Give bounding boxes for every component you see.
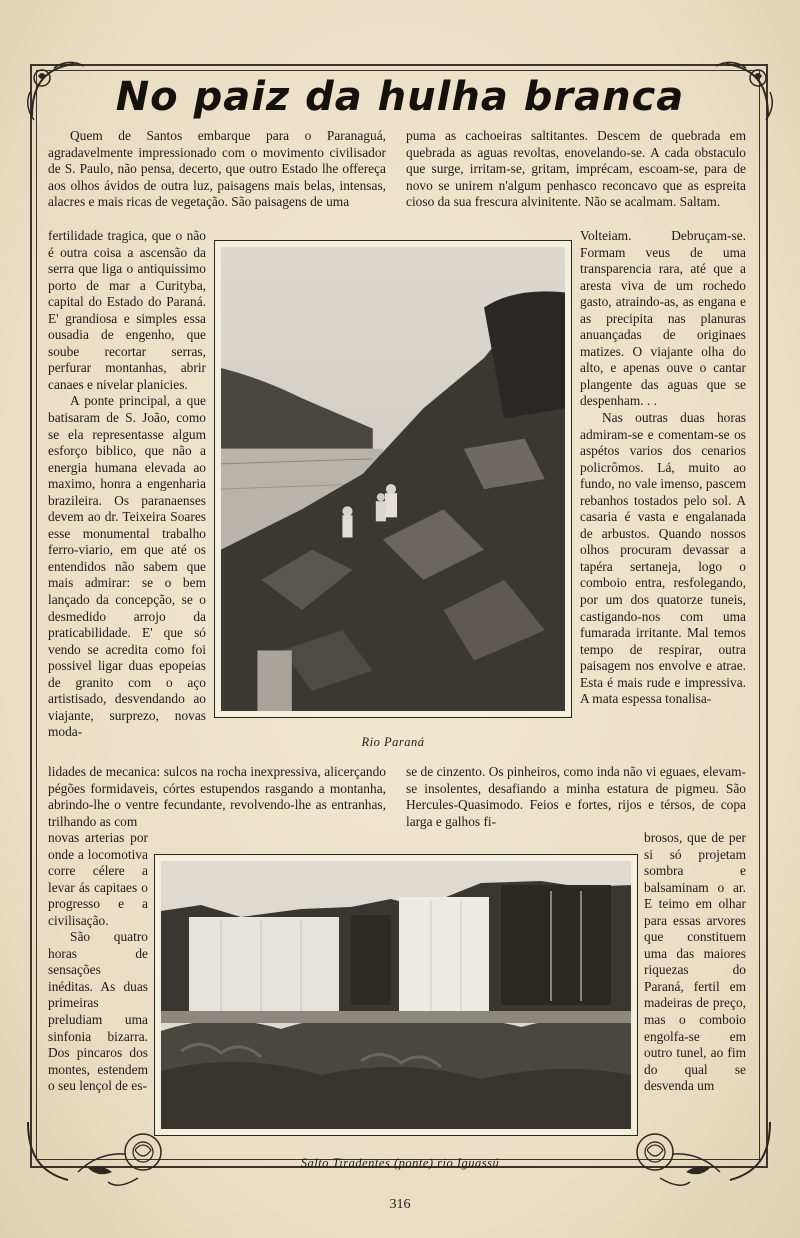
paragraph: São quatro horas de sensações inéditas. As duas primeiras preludiam uma sinfonia bizarra. Dos pincaros dos montes, estendem o seu lençol de es- [48,929,148,1094]
paragraph: Quem de Santos embarque para o Paranaguá, agradavelmente impressionado com o movimento civilisador de S. Paulo, não pensa, decerto, que outro Estado lhe offereça aos olhos ávidos de outra luz, paisagens mais belas, intensas, alacres e mais ricas de vegetação. São paisagens de uma [48,128,386,210]
paragraph: se de cinzento. Os pinheiros, como inda não vi eguaes, elevam-se insolentes, desafiando a minha estatura de pigmeu. São Hercules-Quasimodo. Feios e fortes, rijos e térsos, de copa larga e galhos fi- [406,764,746,829]
column-2-bottom [406,764,746,830]
rocky-river-photo [221,247,565,711]
article-title: No paiz da hulha branca [115,74,685,120]
photo-caption: Salto Tiradentes (ponte) rio Iguassú [300,1156,500,1170]
column-2-top [406,128,746,228]
rose-ornament-icon [630,1112,780,1192]
paragraph: fertilidade tragica, que o não é outra coisa a ascensão da serra que liga o antiquissimo porto de mar a Curityba, capital do Estado do Paraná. E' grandiosa e simples essa ousadia de engenho, que soube recortar serras, perfurar montanhas, abrir canaes e nivelar planicies. [48,228,206,392]
paragraph: brosos, que de per si só projetam sombra e balsaminam o ar. E teimo em olhar para essas arvores que constituem uma das maiores riquezas do Paraná, fertil em madeiras de preço, mas o comboio engolfa-se em outro tunel, ao fim do qual se desvenda um [644,830,746,1094]
paragraph: lidades de mecanica: sulcos na rocha inexpressiva, alicerçando pégões formidaveis, córtes estupendos rasgando a montanha, abrindo-lhe o ventre fecundante, revolvendo-lhe as entranhas, trilhando as com [48,764,386,829]
column-1-top [48,128,386,228]
paragraph: Volteiam. Debruçam-se. Formam veus de uma transparencia rara, até que a aresta viva de um rochedo gasto, atraindo-as, as engana e as precipita nas planuras anuançadas de originaes matizes. O viajante olha do alto, e apenas ouve o cantar plangente das aguas que se despenham. . . [580,228,746,409]
waterfall-photo [161,861,631,1129]
photo-salto-tiradentes [154,854,638,1136]
column-1-bottom [48,764,386,830]
paragraph: puma as cachoeiras saltitantes. Descem de quebrada em quebrada as aguas revoltas, enovelando-se. A cada obstaculo que surge, irritam-se, gritam, imprécam, escoam-se, para de novo se unirem n'algum penhasco reconcavo que as espreita cioso da sua frescura alvinitente. Não se acalmam. Saltam. [406,128,746,210]
photo-caption: Rio Paraná [361,735,425,749]
page-number: 316 [389,1197,411,1212]
column-1-low [48,830,148,1120]
column-2-mid [580,228,746,758]
paragraph: A ponte principal, a que batisaram de S. João, como se ela representasse algum esforço biblico, que não a energia humana elevada ao maximo, honra a engenharia brazileira. Os paranaenses devem ao dr. Teixeira Soares esse monumental trabalho ferro-viario, em que até os entendidos não sabem que mais admirar: se o bem lançado da concepção, se o desmedido arrojo da praticabilidade. E' que só vendo se acredita como foi possivel ligar duas epopeias de granito com o aço artistisado, desvendando ao viajante, surprezo, novas moda- [48,393,206,740]
column-2-low [644,830,746,1120]
photo-rio-parana [214,240,572,718]
rose-ornament-icon [18,1112,168,1192]
column-1-mid [48,228,206,758]
paragraph: Nas outras duas horas admiram-se e comentam-se os aspétos varios dos cenarios policrômos. Lá, muito ao fundo, no vale imenso, pascem rebanhos tostados pelo sol. A casaria é vasta e engalanada de arbustos. Quando nossos olhos procuram devassar a tapéra sertaneja, logo o comboio entra, resfolegando, por um dos quatorze tuneis, castigando-nos com uma fumarada irritante. Mal temos tempo de respirar, outra paisagem nos envolve e atrae. Esta é mais rude e impressiva. A mata espessa tonalisa- [580,410,746,707]
paragraph: novas arterias por onde a locomotiva corre célere a levar ás capitaes o progresso e a civilisação. [48,830,148,928]
